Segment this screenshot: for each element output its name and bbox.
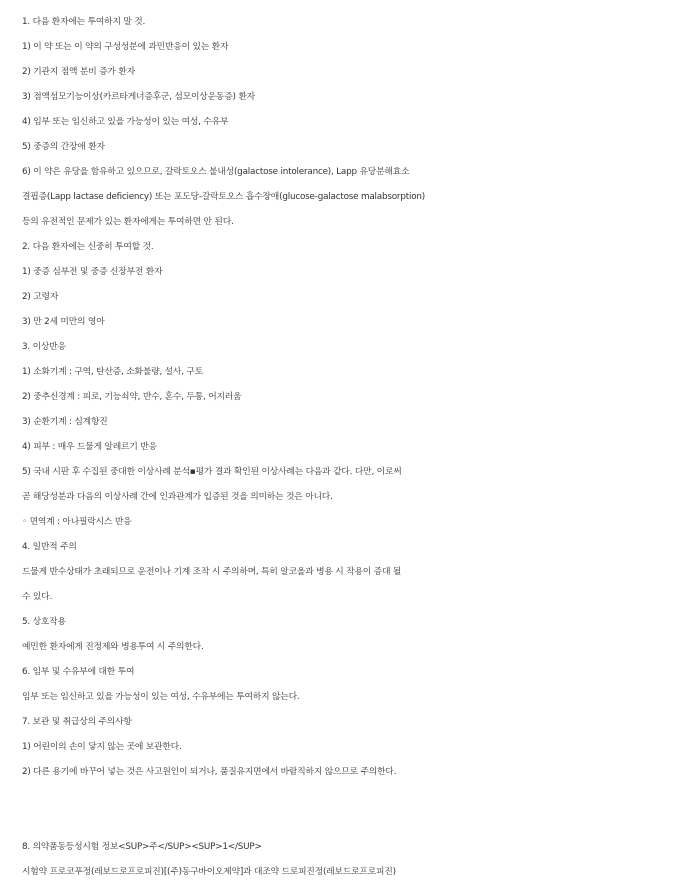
text-line: 4) 피부 : 매우 드물게 알레르기 반응 xyxy=(22,442,157,452)
text-line: 1) 소화기계 : 구역, 탄산증, 소화불량, 설사, 구토 xyxy=(22,367,204,377)
precautions-section xyxy=(22,10,691,785)
section-spacer xyxy=(22,785,691,835)
text-line: 1. 다음 환자에는 투여하지 말 것. xyxy=(22,17,146,27)
text-line: 4. 일반적 주의 xyxy=(22,542,77,552)
text-line: 수 있다. xyxy=(22,592,53,602)
text-line: 2. 다음 환자에는 신중히 투여할 것. xyxy=(22,242,154,252)
text-line: 드물게 반수상태가 초래되므로 운전이나 기계 조작 시 주의하며, 특히 알코올과 병용 시 작용이 증대 될 xyxy=(22,567,402,577)
text-line: 8. 의약품동등성시험 정보<SUP>주</SUP><SUP>1</SUP> xyxy=(22,842,262,852)
text-line: 5. 상호작용 xyxy=(22,617,66,627)
text-line: 예민한 환자에게 진정제와 병용투여 시 주의한다. xyxy=(22,642,204,652)
text-line: 2) 중추신경계 : 피로, 기능쇠약, 반수, 혼수, 두통, 어지러움 xyxy=(22,392,242,402)
text-line: 2) 고령자 xyxy=(22,292,59,302)
text-line: 등의 유전적인 문제가 있는 환자에게는 투여하면 안 된다. xyxy=(22,217,234,227)
text-line: 6. 임부 및 수유부에 대한 투여 xyxy=(22,667,135,677)
text-line: 곧 해당성분과 다음의 이상사례 간에 인과관계가 입증된 것을 의미하는 것은 아니다. xyxy=(22,492,333,502)
text-line: 결핍증(Lapp lactase deficiency) 또는 포도당-갈락토오스 흡수장애(glucose-galactose malabsorption) xyxy=(22,192,426,202)
text-line: 4) 임부 또는 임신하고 있을 가능성이 있는 여성, 수유부 xyxy=(22,117,229,127)
text-line: 1) 어린이의 손이 닿지 않는 곳에 보관한다. xyxy=(22,742,182,752)
text-line: 3) 순환기계 : 심계항진 xyxy=(22,417,108,427)
text-line: 1) 중증 심부전 및 중증 신장부전 환자 xyxy=(22,267,163,277)
text-line: 시험약 프로코푸정(레보드로프로피진)[(주)동구바이오제약]과 대조약 드로피진정(레보드로프로피진) xyxy=(22,867,396,877)
text-line: ◦ 면역계 : 아나필락시스 반응 xyxy=(22,517,132,527)
text-line: 1) 이 약 또는 이 약의 구성성분에 과민반응이 있는 환자 xyxy=(22,42,229,52)
text-line: 임부 또는 임신하고 있을 가능성이 있는 여성, 수유부에는 투여하지 않는다. xyxy=(22,692,300,702)
text-line: 5) 중증의 간장애 환자 xyxy=(22,142,105,152)
text-line: 3) 만 2세 미만의 영아 xyxy=(22,317,105,327)
text-line: 5) 국내 시판 후 수집된 중대한 이상사례 분석▪평가 결과 확인된 이상사례는 다음과 같다. 다만, 이로써 xyxy=(22,467,402,477)
text-line: 2) 기관지 점액 분비 증가 환자 xyxy=(22,67,135,77)
text-line: 7. 보관 및 취급상의 주의사항 xyxy=(22,717,132,727)
text-line: 3) 점액섬모기능이상(카르타게너증후군, 섬모이상운동증) 환자 xyxy=(22,92,255,102)
equivalence-section xyxy=(22,835,691,885)
text-line: 3. 이상반응 xyxy=(22,342,66,352)
text-line: 6) 이 약은 유당을 함유하고 있으므로, 갈락토오스 불내성(galactose intolerance), Lapp 유당분해효소 xyxy=(22,167,410,177)
text-line: 2) 다른 용기에 바꾸어 넣는 것은 사고원인이 되거나, 품질유지면에서 바람직하지 않으므로 주의한다. xyxy=(22,767,397,777)
